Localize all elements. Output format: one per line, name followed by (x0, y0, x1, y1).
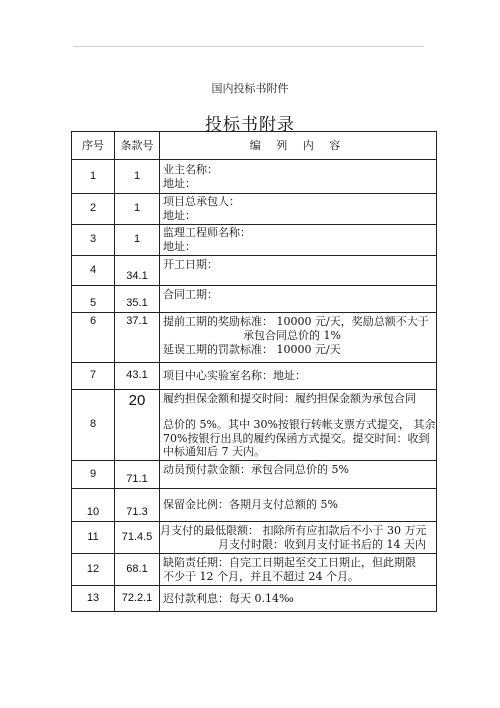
table-row (72, 522, 437, 554)
content-line: 合同工期： (163, 288, 218, 301)
row-clause: 35.1 (115, 286, 160, 313)
content-line: 提前工期的奖励标准： 10000 元/天，奖励总额不大于 (163, 315, 429, 328)
row-clause: 20 (115, 390, 160, 461)
table-row (72, 194, 437, 225)
content-line: 月支付时限：收到月支付证书后的 14 天内 (218, 537, 426, 551)
content-line: 开工日期： (163, 258, 218, 271)
header-no: 序号 (72, 132, 115, 160)
row-content (160, 286, 437, 313)
row-no: 9 (72, 461, 115, 489)
row-clause: 71.1 (115, 461, 160, 489)
content-line: 监理工程师名称： (163, 226, 251, 240)
content-line: 不少于 12 个月，并且不超过 24 个月。 (163, 569, 359, 583)
table-row (72, 586, 437, 612)
content-line: 项目总承包人： (163, 195, 240, 209)
row-no: 4 (72, 256, 115, 286)
row-no: 2 (72, 194, 115, 225)
row-content (160, 586, 437, 612)
content-line: 地址： (163, 209, 196, 222)
row-clause: 37.1 (115, 313, 160, 363)
row-content (160, 363, 437, 390)
content-line: 缺陷责任期：自完工日期起至交工日期止，但此期限 (163, 555, 416, 569)
table-row (72, 461, 437, 489)
content-line: 地址： (163, 240, 196, 253)
row-clause: 34.1 (115, 256, 160, 286)
row-no: 7 (72, 363, 115, 390)
row-no: 1 (72, 160, 115, 194)
content-line: 延误工期的罚款标准： 10000 元/天 (163, 342, 341, 356)
row-clause: 72.2.1 (115, 586, 160, 612)
row-clause: 71.4.5 (115, 522, 160, 554)
row-no: 10 (72, 489, 115, 522)
row-no: 11 (72, 522, 115, 554)
table-row (72, 313, 437, 363)
row-no: 6 (72, 313, 115, 363)
content-line: 业主名称： (163, 162, 218, 176)
row-content (160, 225, 437, 256)
table-row (72, 225, 437, 256)
row-no: 13 (72, 586, 115, 612)
header-content: 编 列 内 容 (160, 132, 437, 160)
row-content (160, 489, 437, 522)
document-subtitle: 国内投标书附件 (211, 82, 289, 95)
table-row (72, 390, 437, 461)
row-clause: 1 (115, 194, 160, 225)
row-no: 8 (72, 390, 115, 461)
content-line: 承包合同总价的 1% (243, 328, 341, 342)
row-content (160, 256, 437, 286)
content-line: 月支付的最低限额： 扣除所有应扣款后不小于 30 万元 (160, 523, 427, 537)
row-content (160, 160, 437, 194)
content-line: 迟付款利息：每天 0.14‰ (163, 591, 294, 605)
content-line: 70%按银行出具的履约保函方式提交。提交时间：收到 (163, 431, 430, 445)
row-content (160, 461, 437, 489)
document-title: 投标书附录 (205, 115, 295, 135)
content-line: 地址： (163, 176, 196, 190)
content-line: 动员预付款金额：承包合同总价的 5% (163, 463, 349, 476)
top-rule (73, 46, 424, 47)
table-row (72, 160, 437, 194)
content-line: 总价的 5%。其中 30%按银行转帐支票方式提交， 其余 (163, 417, 436, 431)
table-row (72, 286, 437, 313)
table-row (72, 256, 437, 286)
row-content (160, 390, 437, 461)
row-content (160, 554, 437, 586)
content-line: 中标通知后 7 天内。 (163, 445, 265, 459)
row-clause: 1 (115, 225, 160, 256)
row-content (160, 313, 437, 363)
row-content (160, 194, 437, 225)
content-line: 项目中心实验室名称：地址： (163, 369, 306, 383)
table-row (72, 363, 437, 390)
table-row (72, 554, 437, 586)
row-no: 5 (72, 286, 115, 313)
row-no: 3 (72, 225, 115, 256)
row-clause: 71.3 (115, 489, 160, 522)
header-clause: 条款号 (115, 132, 160, 160)
row-content (160, 522, 437, 554)
row-clause: 68.1 (115, 554, 160, 586)
content-line: 保留金比例：各期月支付总额的 5% (163, 498, 338, 512)
content-line: 履约担保金额和提交时间：履约担保金额为承包合同 (163, 392, 416, 405)
row-clause: 1 (115, 160, 160, 194)
row-no: 12 (72, 554, 115, 586)
table-header-row (72, 132, 437, 160)
table-row (72, 489, 437, 522)
appendix-table (71, 131, 437, 612)
row-clause: 43.1 (115, 363, 160, 390)
